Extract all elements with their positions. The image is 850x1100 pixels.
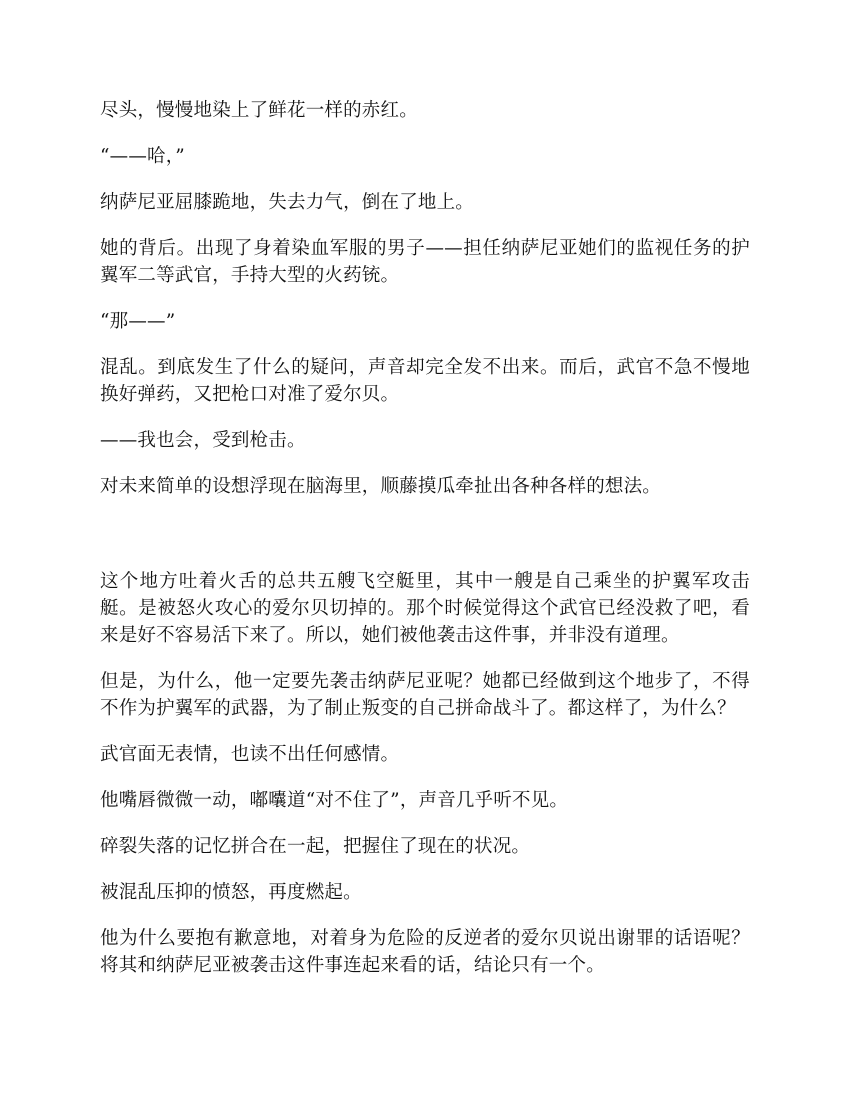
- paragraph: “那——”: [100, 311, 176, 332]
- paragraph: 纳萨尼亚屈膝跪地，失去力气，倒在了地上。: [100, 192, 475, 213]
- section-break: [100, 519, 750, 568]
- paragraph: 混乱。到底发生了什么的疑问，声音却完全发不出来。而后，武官不急不慢地换好弹药，又把枪口对准了爱尔贝。: [100, 357, 750, 405]
- paragraph: 他为什么要抱有歉意地，对着身为危险的反逆者的爱尔贝说出谢罪的话语呢？将其和纳萨尼亚被袭击这件事连起来看的话，结论只有一个。: [100, 928, 750, 976]
- paragraph: ——我也会，受到枪击。: [100, 430, 306, 451]
- paragraph: 这个地方吐着火舌的总共五艘飞空艇里，其中一艘是自己乘坐的护翼军攻击艇。是被怒火攻心的爱尔贝切掉的。那个时候觉得这个武官已经没救了吧，看来是好不容易活下来了。所以，她们被他袭击这件事，并非没有道理。: [100, 571, 750, 646]
- paragraph: 武官面无表情，也读不出任何感情。: [100, 744, 400, 765]
- document-page: [100, 97, 750, 998]
- paragraph: 被混乱压抑的愤怒，再度燃起。: [100, 882, 362, 903]
- paragraph: 尽头，慢慢地染上了鲜花一样的赤红。: [100, 100, 418, 121]
- paragraph: 碎裂失落的记忆拼合在一起，把握住了现在的状况。: [100, 836, 531, 857]
- paragraph: 她的背后。出现了身着染血军服的男子——担任纳萨尼亚她们的监视任务的护翼军二等武官，手持大型的火药铳。: [100, 238, 750, 286]
- paragraph: 对未来简单的设想浮现在脑海里，顺藤摸瓜牵扯出各种各样的想法。: [100, 476, 662, 497]
- paragraph: 他嘴唇微微一动，嘟囔道“对不住了”，声音几乎听不见。: [100, 790, 569, 811]
- paragraph: “——哈，”: [100, 146, 185, 167]
- paragraph: 但是，为什么，他一定要先袭击纳萨尼亚呢？她都已经做到这个地步了，不得不作为护翼军的武器，为了制止叛变的自己拼命战斗了。都这样了，为什么？: [100, 671, 750, 719]
